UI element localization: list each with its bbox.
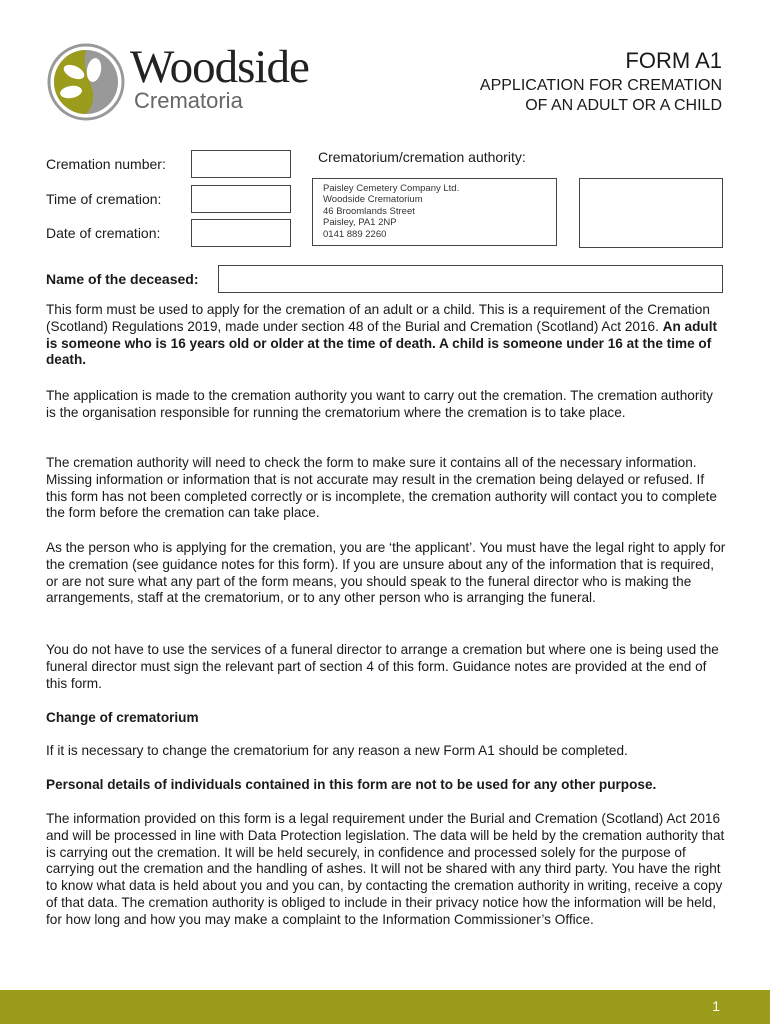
paragraph: The cremation authority will need to check the form to make sure it contains all of the necessary information. Missing information or information that is not accurate may result in the cremation being delayed or refused. If this form has not been completed correctly or is incomplete, the cremation authority will contact you to complete the form before the cremation can take place. bbox=[46, 455, 717, 521]
date-field[interactable] bbox=[191, 219, 291, 247]
form-title-line2: OF AN ADULT OR A CHILD bbox=[525, 97, 722, 114]
address-line: 0141 889 2260 bbox=[323, 228, 387, 240]
logo bbox=[46, 42, 336, 122]
authority-label: Crematorium/cremation authority: bbox=[318, 149, 526, 165]
page-number: 1 bbox=[712, 998, 720, 1014]
logo-name: Woodside bbox=[130, 41, 309, 93]
address-line: Paisley Cemetery Company Ltd. bbox=[323, 183, 460, 194]
logo-tagline: Crematoria bbox=[134, 88, 243, 113]
time-field[interactable] bbox=[191, 185, 291, 213]
section-heading: Personal details of individuals contained in this form are not to be used for any other purpose. bbox=[46, 777, 657, 792]
cremation-number-label: Cremation number: bbox=[46, 156, 166, 172]
address-line: Woodside Crematorium bbox=[323, 194, 423, 206]
leaf-emblem-icon bbox=[46, 42, 126, 122]
address-line: Paisley, PA1 2NP bbox=[323, 217, 397, 229]
intro-paragraph bbox=[46, 302, 726, 369]
form-title-line1: APPLICATION FOR CREMATION bbox=[479, 77, 722, 94]
date-label: Date of cremation: bbox=[46, 225, 161, 241]
paragraph: As the person who is applying for the cremation, you are ‘the applicant’. You must have the legal right to apply for the cremation (see guidance notes for this form). If you are unsure about any of the information that is required, or are not sure what any part of the form means, you should speak to the funeral director who is making the arrangements, staff at the crematorium, or to any other person who is arranging the funeral. bbox=[46, 540, 726, 606]
footer-bar bbox=[0, 990, 770, 1024]
paragraph: You do not have to use the services of a funeral director to arrange a cremation but where one is being used the funeral director must sign the relevant part of section 4 of this form. Guidance notes are provided at the end of this form. bbox=[46, 642, 719, 691]
address-line: 46 Broomlands Street bbox=[323, 205, 415, 217]
age-definition: An adult is someone who is 16 years old or older at the time of death. A child is someone under 16 at the time of death. bbox=[46, 318, 717, 368]
section-heading: Change of crematorium bbox=[46, 710, 199, 725]
form-id: FORM A1 bbox=[625, 48, 722, 73]
cremation-number-field[interactable] bbox=[191, 150, 291, 178]
paragraph: If it is necessary to change the crematorium for any reason a new Form A1 should be completed. bbox=[46, 743, 628, 758]
time-label: Time of cremation: bbox=[46, 191, 162, 207]
paragraph: The application is made to the cremation authority you want to carry out the cremation. The cremation authority is the organisation responsible for running the crematorium where the cremation is to take place. bbox=[46, 388, 713, 420]
deceased-name-field[interactable] bbox=[218, 265, 723, 293]
authority-field[interactable] bbox=[312, 178, 557, 246]
paragraph: The information provided on this form is a legal requirement under the Burial and Cremation (Scotland) Act 2016 and will be processed in line with Data Protection legislation. The data will be held by the cremation authority that is carrying out the cremation. It will be held securely, in confidence and processed solely for the purpose of carrying out the cremation and the handling of ashes. It will not be shared with any third party. You have the right to know what data is held about you and you can, by contacting the cremation authority in writing, receive a copy of that data. The cremation authority is obliged to include in their privacy notice how the information will be held, for how long and how you may make a complaint to the Information Commissioner’s Office. bbox=[46, 811, 725, 927]
intro-text: This form must be used to apply for the cremation of an adult or a child. This is a requirement of the Cremation (Scotland) Regulations 2019, made under section 48 of the Burial and Cremation (Scotland) Act 2016. bbox=[46, 302, 710, 334]
form-title bbox=[480, 76, 722, 116]
authority-second-field[interactable] bbox=[579, 178, 723, 248]
deceased-label: Name of the deceased: bbox=[46, 271, 199, 287]
